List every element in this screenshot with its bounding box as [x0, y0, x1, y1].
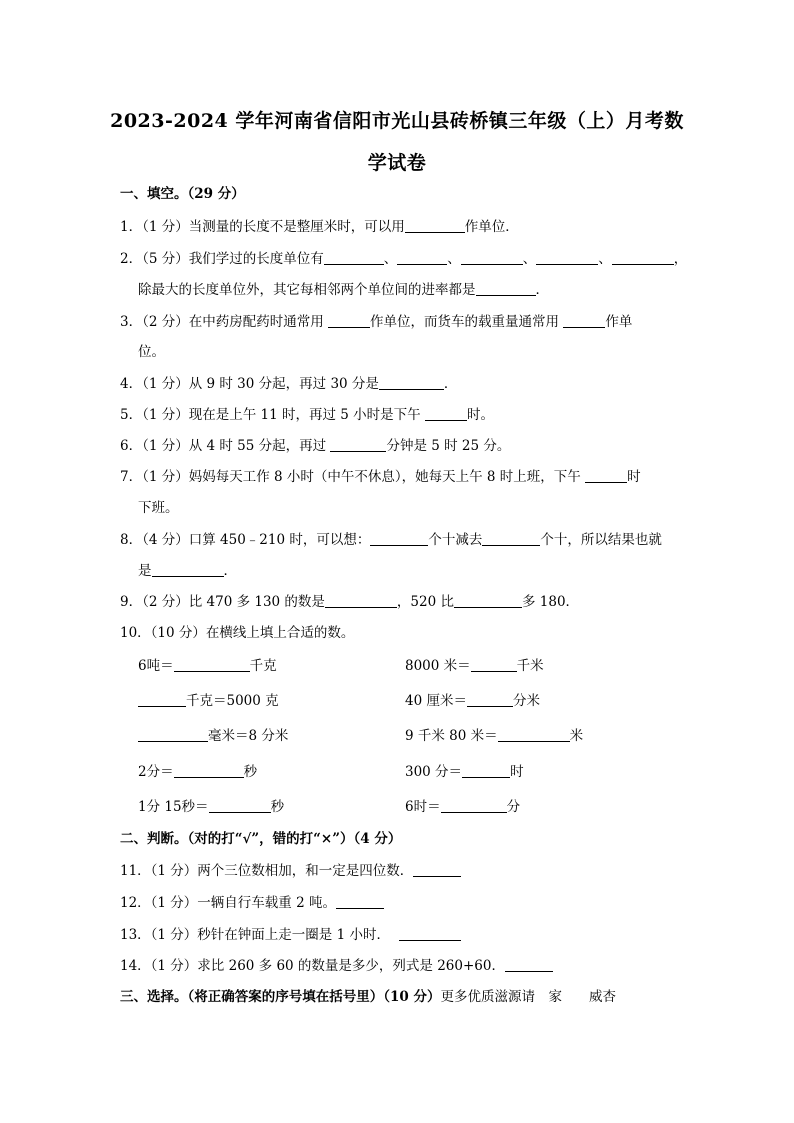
q10-item-text: 2分＝ [138, 764, 174, 780]
q10-item-6 [405, 727, 583, 745]
separator: 、 [522, 251, 537, 267]
answer-blank[interactable] [209, 798, 271, 813]
question-8 [120, 531, 662, 549]
q10-item-unit: 分 [506, 799, 521, 815]
q10-item-unit: 时 [510, 764, 524, 780]
question-8-end: ． [223, 563, 237, 579]
section-1-heading: 一、填空。（29 分） [120, 186, 245, 202]
answer-blank[interactable] [330, 437, 386, 452]
question-11-text: 11．（1 分）两个三位数相加，和一定是四位数． [120, 863, 414, 879]
q10-item-unit: 分米 [512, 693, 540, 709]
watermark-text: 更多优质滋源请 家 威杏 [440, 989, 616, 1005]
question-5-text: 5．（1 分）现在是上午 11 时，再过 5 小时是下午 [120, 407, 421, 423]
question-3-cont: 位。 [138, 344, 165, 360]
question-10: 10．（10 分）在横线上填上合适的数。 [120, 625, 355, 641]
question-9 [120, 593, 579, 611]
q10-item-9 [138, 798, 284, 816]
question-2-text: 2．（5 分）我们学过的长度单位有 [120, 251, 324, 267]
question-3-text-2: 作单位，而货车的载重量通常用 [370, 314, 560, 330]
question-13-text: 13．（1 分）秒针在钟面上走一圈是 1 小时． [120, 927, 390, 943]
q10-item-text: 毫米＝8 分米 [208, 728, 289, 744]
question-2-cont [138, 281, 549, 299]
q10-item-5 [138, 727, 288, 745]
answer-blank[interactable] [476, 281, 536, 296]
answer-blank[interactable] [138, 727, 208, 742]
answer-blank[interactable] [405, 218, 465, 233]
answer-blank[interactable] [174, 657, 250, 672]
q10-item-text: 6时＝ [405, 799, 441, 815]
answer-blank[interactable] [328, 313, 370, 328]
question-1-text: 1．（1 分）当测量的长度不是整厘米时，可以用 [120, 219, 405, 235]
question-8-text-3: 个十，所以结果也就 [540, 532, 662, 548]
question-3-text: 3．（2 分）在中药房配药时通常用 [120, 314, 324, 330]
answer-blank[interactable] [399, 926, 461, 941]
q10-item-text: 千克＝5000 克 [186, 693, 279, 709]
separator: ， [673, 251, 688, 267]
separator: 、 [383, 251, 398, 267]
exam-title-line2: 学试卷 [367, 152, 427, 174]
question-5-end: 时。 [466, 407, 494, 423]
q10-item-1 [138, 657, 277, 675]
question-14 [120, 957, 553, 975]
answer-blank[interactable] [563, 313, 605, 328]
answer-blank[interactable] [336, 894, 384, 909]
question-2-end: ． [535, 282, 549, 298]
q10-item-text: 8000 米＝ [405, 658, 471, 674]
question-1 [120, 218, 519, 236]
answer-blank[interactable] [397, 250, 447, 265]
q10-item-text: 1分 15秒＝ [138, 799, 209, 815]
q10-item-text: 40 厘米＝ [405, 693, 467, 709]
question-14-text: 14．（1 分）求比 260 多 60 的数量是多少，列式是 260+60． [120, 958, 505, 974]
answer-blank[interactable] [441, 798, 507, 813]
q10-item-8 [405, 763, 524, 781]
answer-blank[interactable] [462, 763, 510, 778]
q10-item-4 [405, 692, 540, 710]
question-3-text-3: 作单 [605, 314, 633, 330]
question-7 [120, 468, 641, 486]
q10-item-unit: 千克 [249, 658, 277, 674]
q10-item-2 [405, 657, 544, 675]
question-6 [120, 437, 510, 455]
question-3 [120, 313, 632, 331]
q10-item-text: 9 千米 80 米＝ [405, 728, 498, 744]
question-11 [120, 862, 461, 880]
q10-item-3 [138, 692, 279, 710]
section-2-heading: 二、判断。（对的打“√”，错的打“×”）（4 分） [120, 831, 402, 847]
question-8-text-2: 个十减去 [428, 532, 483, 548]
answer-blank[interactable] [152, 562, 224, 577]
question-12 [120, 894, 384, 912]
answer-blank[interactable] [379, 375, 444, 390]
section-3-heading: 三、选择。（将正确答案的序号填在括号里）（10 分） [120, 989, 441, 1005]
q10-item-unit: 秒 [243, 764, 258, 780]
answer-blank[interactable] [138, 692, 186, 707]
q10-item-unit: 米 [569, 728, 584, 744]
answer-blank[interactable] [467, 692, 513, 707]
exam-title-line1: 2023-2024 学年河南省信阳市光山县砖桥镇三年级（上）月考数 [110, 110, 684, 132]
answer-blank[interactable] [413, 862, 461, 877]
answer-blank[interactable] [505, 957, 553, 972]
answer-blank[interactable] [612, 250, 674, 265]
answer-blank[interactable] [454, 593, 522, 608]
question-6-text: 6．（1 分）从 4 时 55 分起，再过 [120, 438, 327, 454]
question-4-text: 4．（1 分）从 9 时 30 分起，再过 30 分是 [120, 376, 379, 392]
section-3-heading-row [120, 988, 616, 1006]
question-5 [120, 406, 494, 424]
q10-item-unit: 千米 [516, 658, 544, 674]
question-9-end: 多 180． [521, 594, 580, 610]
answer-blank[interactable] [471, 657, 517, 672]
question-2 [120, 250, 687, 268]
question-13 [120, 926, 461, 944]
question-7-text: 7．（1 分）妈妈每天工作 8 小时（中午不休息），她每天上午 8 时上班，下午 [120, 469, 581, 485]
answer-blank[interactable] [325, 593, 397, 608]
question-8-text: 8．（4 分）口算 450﹣210 时，可以想： [120, 532, 371, 548]
question-9-text: 9．（2 分）比 470 多 130 的数是 [120, 594, 325, 610]
question-12-text: 12．（1 分）一辆自行车载重 2 吨。 [120, 895, 336, 911]
answer-blank[interactable] [461, 250, 523, 265]
question-7-text-2: 时 [627, 469, 641, 485]
answer-blank[interactable] [585, 468, 627, 483]
q10-item-10 [405, 798, 520, 816]
question-9-text-2: ，520 比 [396, 594, 454, 610]
q10-item-7 [138, 763, 257, 781]
question-8-text-4: 是 [138, 563, 152, 579]
answer-blank[interactable] [498, 727, 570, 742]
q10-item-text: 300 分＝ [405, 764, 463, 780]
q10-item-text: 6吨＝ [138, 658, 174, 674]
answer-blank[interactable] [324, 250, 384, 265]
answer-blank[interactable] [370, 531, 428, 546]
separator: 、 [598, 251, 612, 267]
answer-blank[interactable] [425, 406, 467, 421]
question-8-cont [138, 562, 237, 580]
question-1-text-end: 作单位． [464, 219, 519, 235]
answer-blank[interactable] [482, 531, 540, 546]
question-4 [120, 375, 457, 393]
answer-blank[interactable] [174, 763, 244, 778]
separator: 、 [447, 251, 461, 267]
question-2-text-2: 除最大的长度单位外，其它每相邻两个单位间的进率都是 [138, 282, 476, 298]
question-7-cont: 下班。 [138, 500, 179, 516]
question-4-end: ． [443, 376, 458, 392]
question-6-end: 分钟是 5 时 25 分。 [386, 438, 511, 454]
answer-blank[interactable] [536, 250, 598, 265]
q10-item-unit: 秒 [270, 799, 285, 815]
